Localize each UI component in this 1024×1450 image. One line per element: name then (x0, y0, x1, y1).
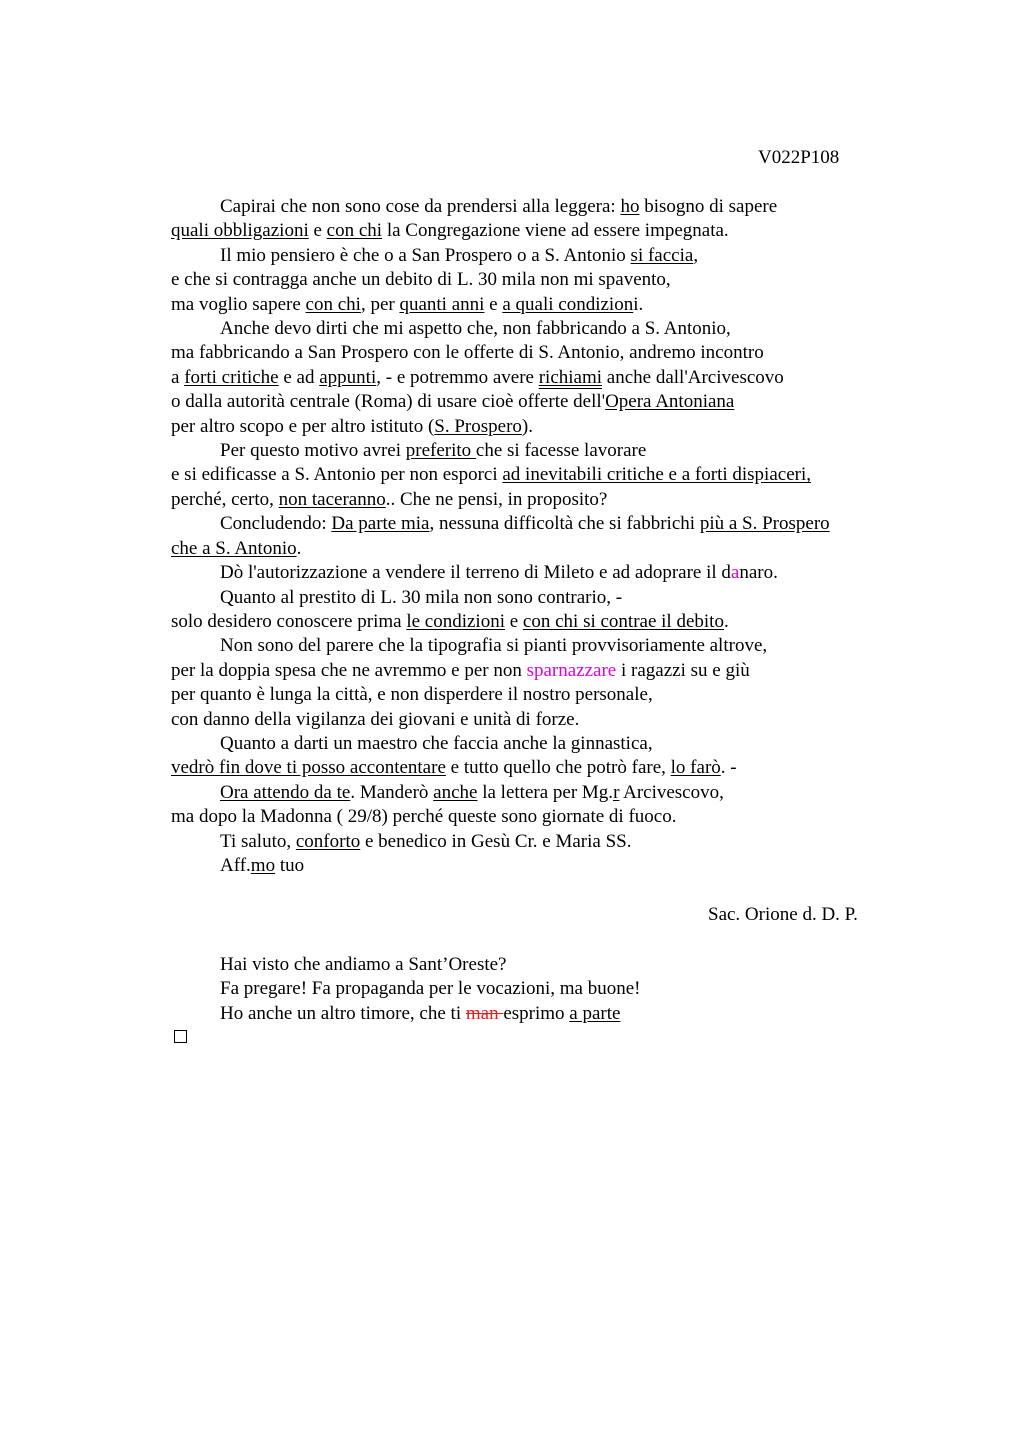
underlined-text: non taceranno (278, 488, 386, 510)
underlined-text: Da parte mia (331, 513, 430, 535)
underlined-text: preferito (405, 440, 476, 462)
underlined-text: lo farò (670, 757, 721, 779)
text-line: e si edificasse a S. Antonio per non esporci ad inevitabili critiche e a forti dispiaceri, (171, 464, 811, 486)
text-line: Per questo motivo avrei preferito che si facesse lavorare (220, 440, 647, 462)
text-line: Quanto a darti un maestro che faccia anche la ginnastica, (220, 732, 653, 754)
text-line: Anche devo dirti che mi aspetto che, non fabbricando a S. Antonio, (220, 318, 731, 340)
text-line: Dò l'autorizzazione a vendere il terreno di Mileto e ad adoprare il danaro. (220, 562, 778, 584)
text-line: vedrò fin dove ti posso accontentare e tutto quello che potrò fare, lo farò. - (171, 757, 737, 779)
underlined-text: appunti (319, 366, 377, 388)
text-line: per altro scopo e per altro istituto (S. Prospero). (171, 415, 533, 437)
text-line: che a S. Antonio. (171, 537, 302, 559)
letter-body (171, 195, 891, 878)
signature: Sac. Orione d. D. P. (708, 904, 858, 925)
document-id: V022P108 (758, 147, 840, 168)
text-line: Il mio pensiero è che o a San Prospero o a S. Antonio si faccia, (220, 244, 699, 266)
text-line: ma voglio sapere con chi, per quanti anni e a quali condizioni. (171, 293, 644, 315)
highlighted-word: sparnazzare (526, 659, 617, 681)
highlighted-letter: a (730, 562, 740, 584)
underlined-text: Ora attendo da te (220, 781, 351, 803)
text-line: per la doppia spesa che ne avremmo e per non sparnazzare i ragazzi su e giù (171, 659, 750, 681)
text-line: ma dopo la Madonna ( 29/8) perché queste sono giornate di fuoco. (171, 806, 677, 828)
underlined-text: con chi (326, 220, 383, 242)
text-line: Ora attendo da te. Manderò anche la lettera per Mg.r Arcivescovo, (220, 781, 724, 803)
text-line: solo desidero conoscere prima le condizioni e con chi si contrae il debito. (171, 610, 729, 632)
underlined-text: quali obbligazioni (171, 220, 309, 242)
underlined-text: r (613, 781, 620, 803)
text-line: Hai visto che andiamo a Sant’Oreste? (220, 954, 507, 975)
underlined-text: le condizioni (406, 610, 505, 632)
underlined-text: Opera Antoniana (605, 391, 735, 413)
underlined-text: conforto (295, 830, 361, 852)
underlined-text: con chi si contrae il debito (522, 610, 724, 632)
underlined-text: ho (620, 196, 640, 217)
text-line: o dalla autorità centrale (Roma) di usare cioè offerte dell'Opera Antoniana (171, 391, 735, 413)
underlined-text: ad inevitabili critiche e a forti dispiaceri, (502, 464, 811, 486)
underlined-text: vedrò fin dove ti posso accontentare (171, 757, 446, 779)
text-line: Capirai che non sono cose da prendersi alla leggera: ho bisogno di sapere (220, 196, 778, 217)
text-line: perché, certo, non taceranno.. Che ne pensi, in proposito? (171, 488, 608, 510)
text-line: Fa pregare! Fa propaganda per le vocazioni, ma buone! (220, 978, 641, 1000)
double-underlined-text: richiami (538, 366, 603, 388)
postscript (171, 953, 640, 1026)
text-line: Ho anche un altro timore, che ti man esprimo a parte (220, 1002, 621, 1024)
text-line: per quanto è lunga la città, e non disperdere il nostro personale, (171, 684, 653, 706)
underlined-text: a quali condizion (502, 293, 634, 315)
deleted-text: man (465, 1002, 504, 1024)
underlined-text: quanti anni (399, 293, 485, 315)
text-line: Non sono del parere che la tipografia si pianti provvisoriamente altrove, (220, 635, 768, 657)
underlined-text: più a S. Prospero (699, 513, 830, 535)
underlined-text: mo (250, 854, 276, 876)
text-line: e che si contragga anche un debito di L. 30 mila non mi spavento, (171, 269, 671, 291)
text-line: Concludendo: Da parte mia, nessuna difficoltà che si fabbrichi più a S. Prospero (220, 513, 830, 535)
underlined-text: anche (433, 781, 478, 803)
text-line: Aff.mo tuo (220, 854, 305, 876)
underlined-text: con chi (305, 293, 361, 315)
text-line: ma fabbricando a San Prospero con le offerte di S. Antonio, andremo incontro (171, 342, 764, 364)
text-line: a forti critiche e ad appunti, - e potremmo avere richiami anche dall'Arcivescovo (171, 366, 784, 388)
underlined-text: forti critiche (184, 366, 279, 388)
underlined-text: si faccia (630, 244, 694, 266)
checkbox-icon (174, 1030, 187, 1043)
underlined-text: che a S. Antonio (171, 537, 297, 559)
underlined-text: a parte (569, 1002, 621, 1024)
text-line: Quanto al prestito di L. 30 mila non sono contrario, - (220, 586, 623, 608)
text-line: quali obbligazioni e con chi la Congregazione viene ad essere impegnata. (171, 220, 729, 242)
text-line: con danno della vigilanza dei giovani e unità di forze. (171, 708, 580, 730)
underlined-text: S. Prospero (434, 415, 522, 437)
text-line: Ti saluto, conforto e benedico in Gesù Cr. e Maria SS. (220, 830, 632, 852)
